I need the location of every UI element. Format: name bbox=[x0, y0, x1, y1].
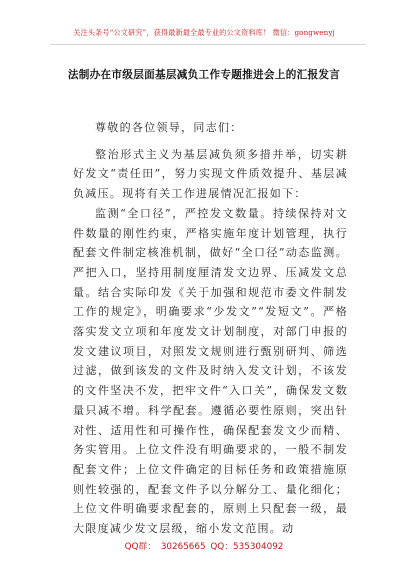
header-promo-note: 关注头条号“公文研究”，获得最新最全最专业的公文资料库！ 微信：gongwenyj bbox=[73, 28, 335, 37]
footer-contact: QQ群： 30265665 QQ：535304092 bbox=[124, 542, 284, 552]
paragraph-intro: 整治形式主义为基层减负须多措并举，切实耕好发文“责任田”，努力实现文件质效提升、基层减负减压。现将有关工作进展情况汇报如下： bbox=[73, 147, 348, 201]
paragraph-monitoring: 监测“全口径”，严控发文数量。持续保持对文件数量的刚性约束，严格实施年度计划管理，执行配套文件制定核准机制，做好“全口径”动态监测。严把入口，坚持用制度厘清发文边界、压减发文总量。结合实际印发《关于加强和规范市委文件制发工作的规定》，明确要求“少发文”“发短文”。严格落实发文立项和年度发文计划制度，对部门申报的发文建议项目，对照发文规则进行甄别研判、筛选过滤，做到该发的文件及时纳入发文计划，不该发的文件坚决不发，把牢文件“入口关”，确保发文数量只减不增。科学配套。遵循必要性原则，突出针对性、适用性和可操作性，确保配套发文少而精、务实管用。上位文件没有明确要求的，一般不制发配套文件；上位文件确定的目标任务和政策措施原则性较强的，配套文件予以分解分工、量化细化；上位文件明确要求配套的，原则上只配套一级，最大限度减少发文层级，缩小发文范围。动 bbox=[73, 206, 348, 536]
salutation: 尊敬的各位领导，同志们： bbox=[95, 121, 243, 134]
header-divider bbox=[50, 44, 366, 45]
document-body bbox=[73, 118, 348, 539]
document-title: 法制办在市级层面基层减负工作专题推进会上的汇报发言 bbox=[67, 69, 341, 81]
